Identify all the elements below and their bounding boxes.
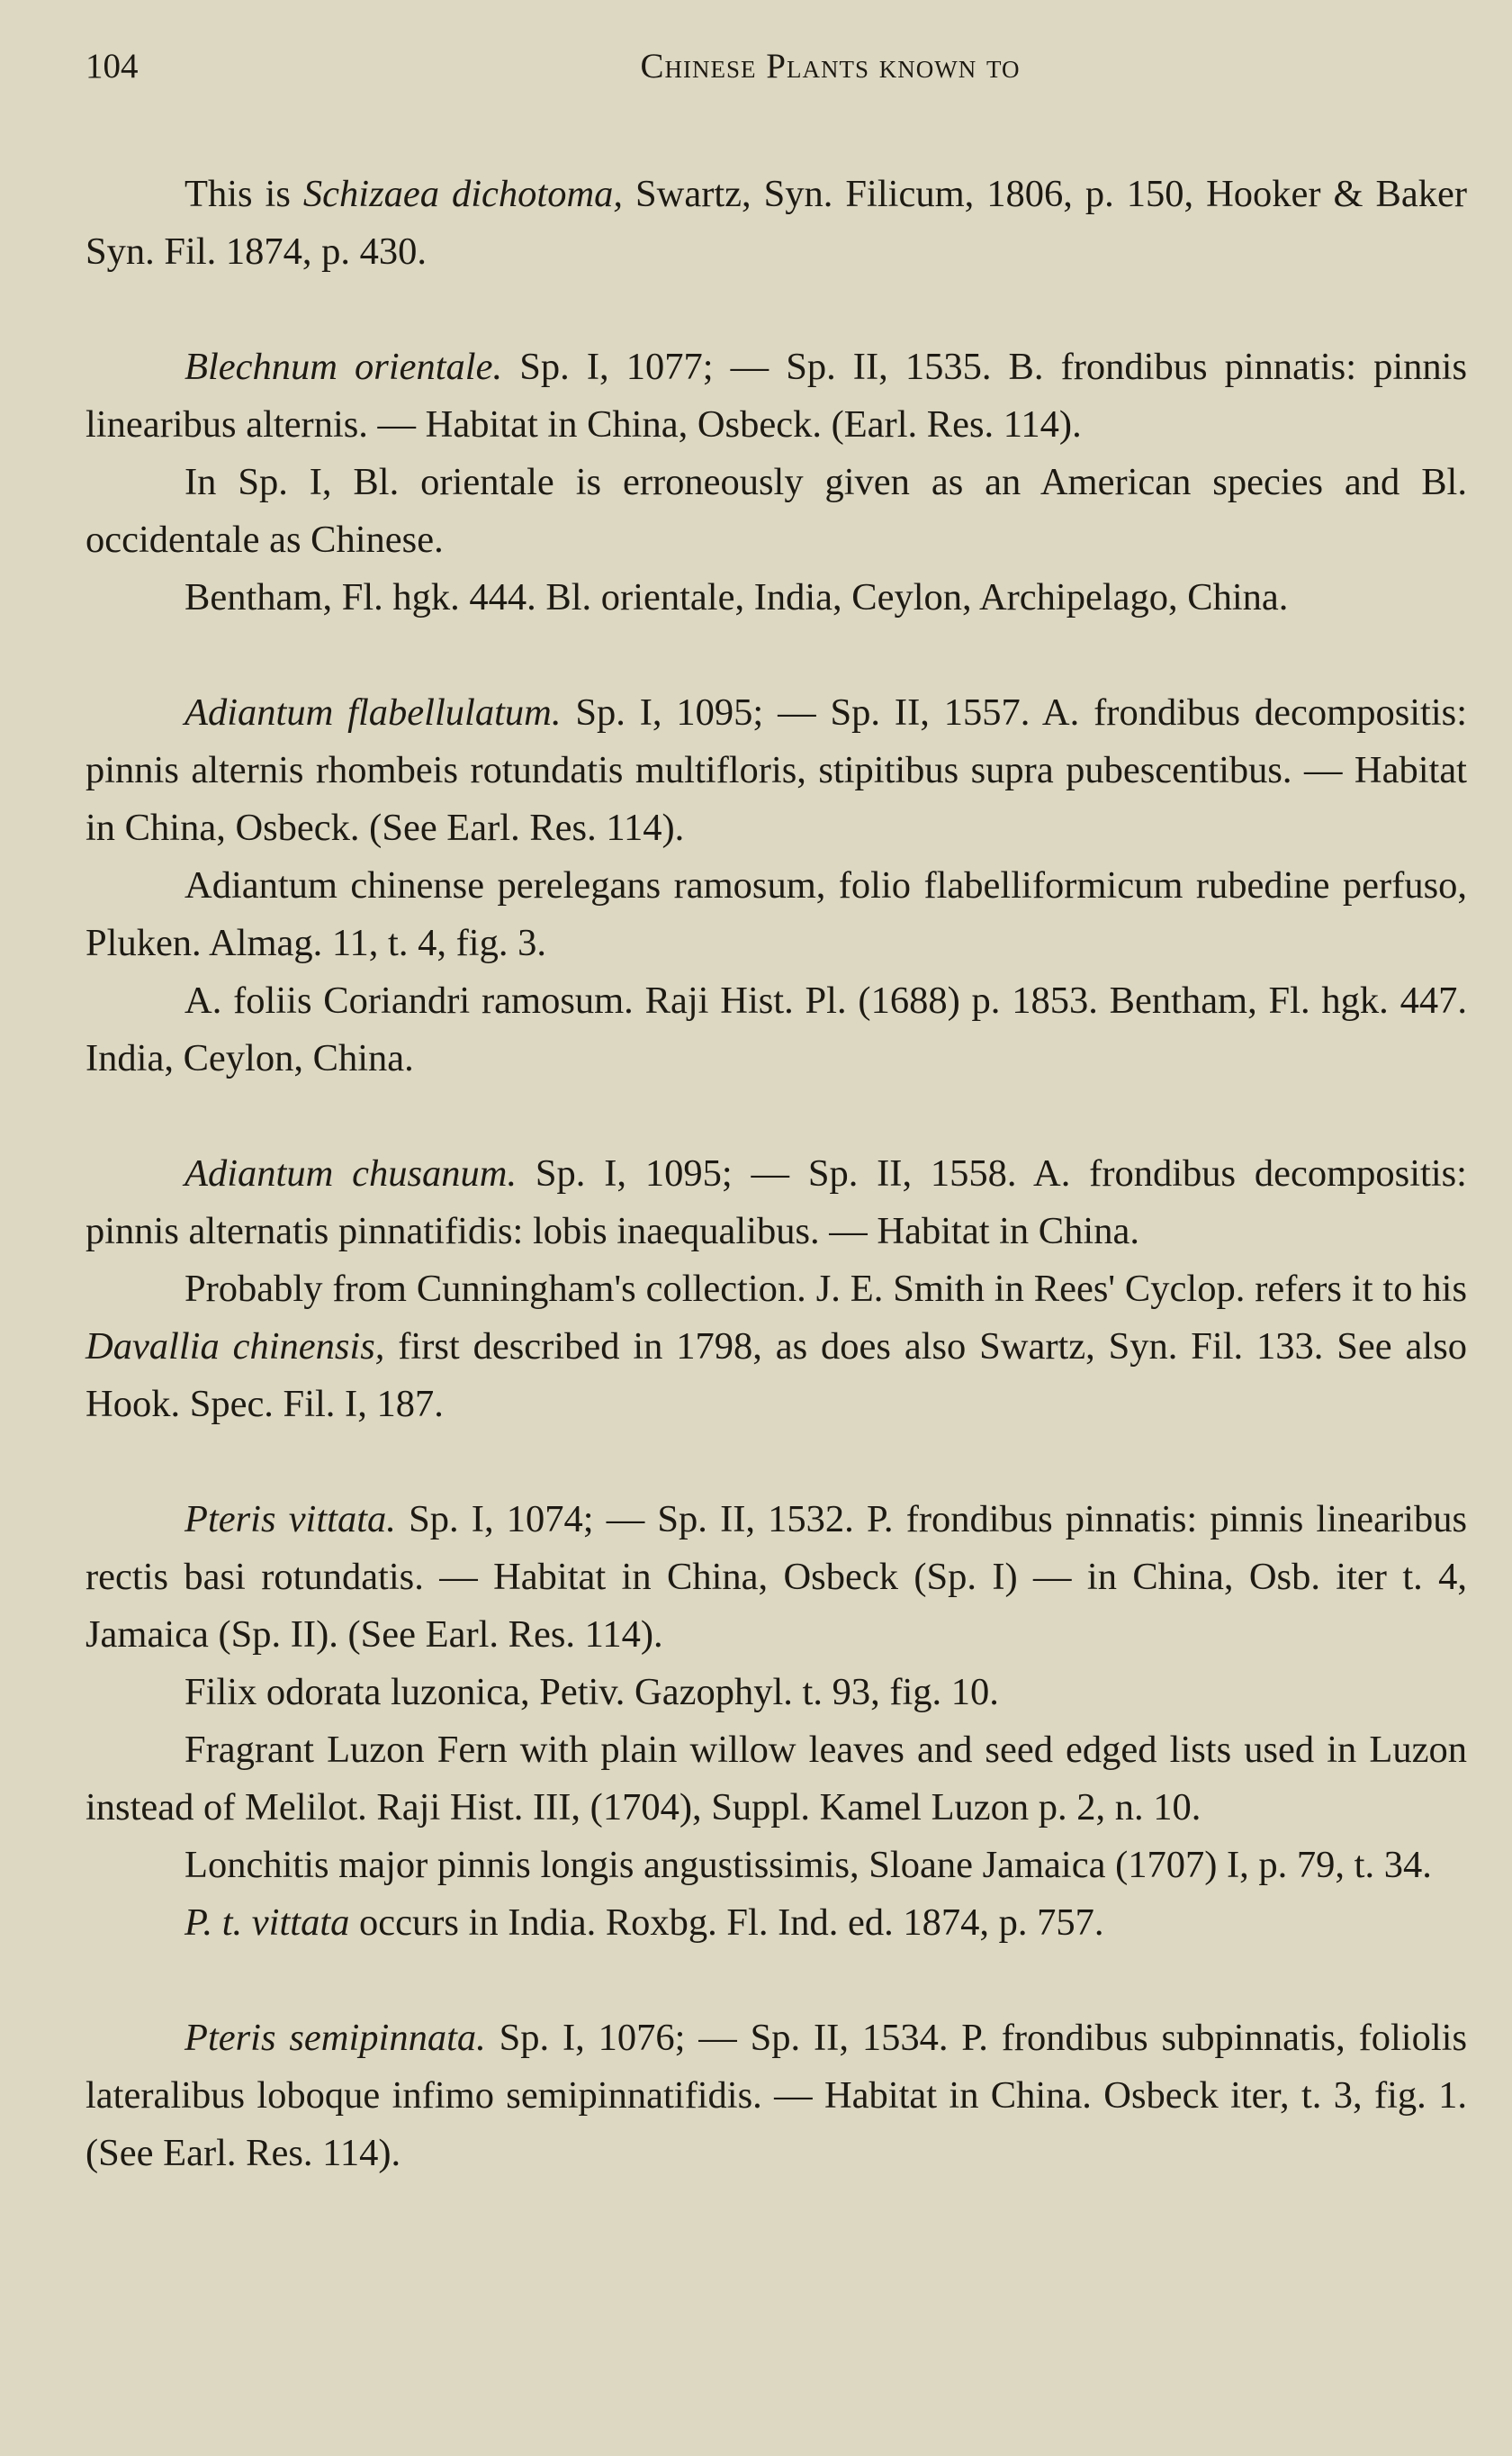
paragraph xyxy=(86,1664,1467,1721)
running-head: Chinese Plants known to xyxy=(640,47,1021,86)
paragraph-text: occurs in India. Roxbg. Fl. Ind. ed. 1874, p. 757. xyxy=(359,1901,1104,1944)
paragraph-text: Lonchitis major pinnis longis angustissimis, Sloane Jamaica (1707) I, p. 79, t. 34. xyxy=(184,1844,1432,1886)
species-name: P. t. vittata xyxy=(184,1901,350,1944)
paragraph-text: Sp. I, 1095; — Sp. II, 1558. A. frondibus decompositis: pinnis alternatis pinnatifidis: lobis inaequalibus. — Habitat in China. xyxy=(86,1152,1467,1252)
paragraph-text: Sp. I, 1076; — Sp. II, 1534. P. frondibus subpinnatis, foliolis lateralibus loboque infimo semipinnatifidis. — Habitat in China. Osbeck iter, t. 3, fig. 1. (See Earl. Res. 114). xyxy=(86,2017,1467,2174)
paragraph xyxy=(86,1894,1467,1952)
paragraph-text: Bentham, Fl. hgk. 444. Bl. orientale, India, Ceylon, Archipelago, China. xyxy=(184,576,1289,619)
page-header xyxy=(86,36,1467,97)
paragraph-text: first described in 1798, as does also Swartz, Syn. Fil. 133. See also Hook. Spec. Fil. I, 187. xyxy=(86,1325,1467,1425)
species-name: Pteris vittata. xyxy=(184,1498,396,1540)
species-name: Adiantum chusanum. xyxy=(184,1152,518,1195)
paragraph xyxy=(86,1145,1467,1260)
paragraph xyxy=(86,972,1467,1088)
paragraph xyxy=(86,569,1467,627)
paragraph xyxy=(86,454,1467,569)
paragraph-text: Adiantum chinense perelegans ramosum, folio flabelliformicum rubedine perfuso, Pluken. Almag. 11, t. 4, fig. 3. xyxy=(86,864,1467,964)
paragraph-lead: This is xyxy=(184,173,291,215)
paragraph-text: Swartz, Syn. Filicum, 1806, p. 150, Hooker & Baker Syn. Fil. 1874, p. 430. xyxy=(86,173,1468,273)
paragraph xyxy=(86,857,1467,972)
paragraph xyxy=(86,1837,1467,1894)
paragraph xyxy=(86,166,1467,281)
page-number: 104 xyxy=(86,47,139,86)
paragraph-text: Filix odorata luzonica, Petiv. Gazophyl. t. 93, fig. 10. xyxy=(184,1671,999,1713)
paragraph-text: Sp. I, 1095; — Sp. II, 1557. A. frondibus decompositis: pinnis alternis rhombeis rotundatis multifloris, stipitibus supra pubescentibus. — Habitat in China, Osbeck. (See Earl. Res. 114). xyxy=(86,691,1468,849)
paragraph xyxy=(86,684,1467,857)
paragraph xyxy=(86,1721,1467,1837)
paragraph xyxy=(86,1260,1467,1433)
paragraph-text: Fragrant Luzon Fern with plain willow leaves and seed edged lists used in Luzon instead of Melilot. Raji Hist. III, (1704), Suppl. Kamel Luzon p. 2, n. 10. xyxy=(86,1729,1467,1828)
entry-blechnum-orientale xyxy=(86,339,1467,627)
paragraph-text: A. foliis Coriandri ramosum. Raji Hist. Pl. (1688) p. 1853. Bentham, Fl. hgk. 447. India, Ceylon, China. xyxy=(86,980,1467,1079)
page-body xyxy=(86,166,1467,2182)
paragraph xyxy=(86,339,1467,454)
paragraph-text: Sp. I, 1077; — Sp. II, 1535. B. frondibus pinnatis: pinnis linearibus alternis. — Habitat in China, Osbeck. (Earl. Res. 114). xyxy=(86,346,1467,446)
species-name: Schizaea dichotoma, xyxy=(302,173,624,215)
paragraph-text: Probably from Cunningham's collection. J. E. Smith in Rees' Cyclop. refers it to his xyxy=(184,1268,1467,1310)
species-name: Adiantum flabellulatum. xyxy=(184,691,562,734)
species-name: Pteris semipinnata. xyxy=(184,2017,486,2059)
paragraph-text: Sp. I, 1074; — Sp. II, 1532. P. frondibus pinnatis: pinnis linearibus rectis basi rotundatis. — Habitat in China, Osbeck (Sp. I) — in China, Osb. iter t. 4, Jamaica (Sp. II). (See Earl. Res. 114). xyxy=(86,1498,1468,1656)
paragraph-text: In Sp. I, Bl. orientale is erroneously given as an American species and Bl. occidentale as Chinese. xyxy=(86,461,1467,561)
species-name: Blechnum orientale. xyxy=(184,346,503,388)
entry-schizaea xyxy=(86,166,1467,281)
entry-adiantum-chusanum xyxy=(86,1145,1467,1433)
entry-pteris-vittata xyxy=(86,1491,1467,1952)
entry-pteris-semipinnata xyxy=(86,2009,1467,2182)
species-name: Davallia chinensis, xyxy=(86,1325,385,1368)
entry-adiantum-flabellulatum xyxy=(86,684,1467,1088)
paragraph xyxy=(86,2009,1467,2182)
paragraph xyxy=(86,1491,1467,1664)
